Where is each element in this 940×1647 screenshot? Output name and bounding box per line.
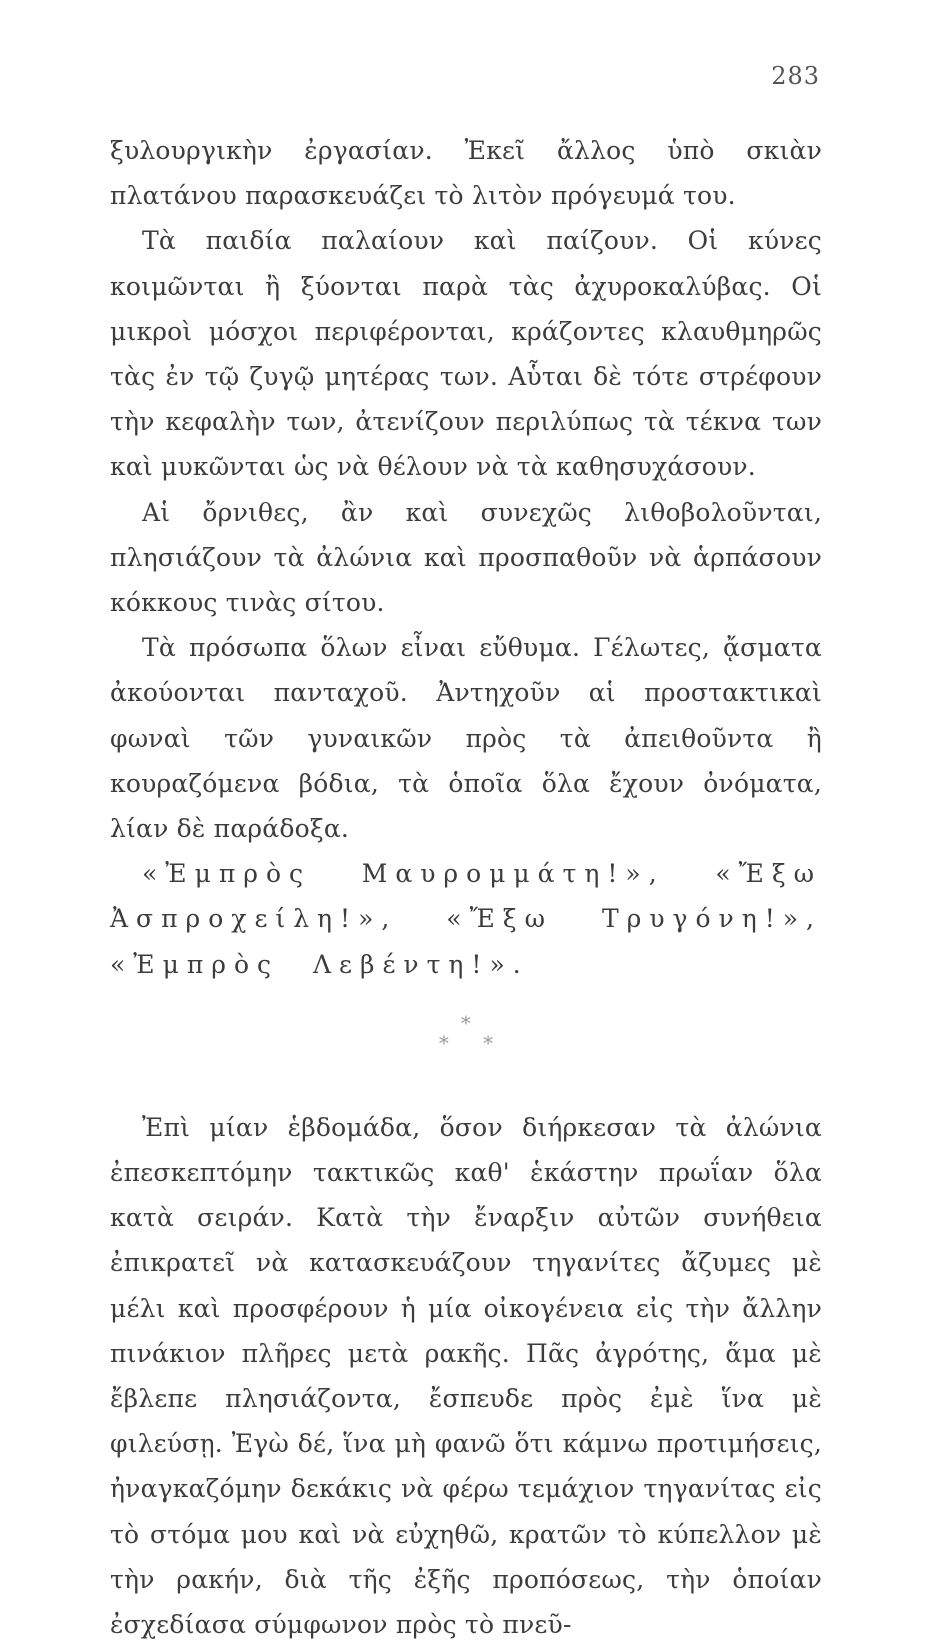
paragraph-6: Ἐπὶ μίαν ἑβδομάδα, ὅσον διήρκεσαν τὰ ἀλώνια ἐπεσκεπτόμην τακτικῶς καθ' ἑκάστην πρωΐαν ὅλα κατὰ σειράν. Κατὰ τὴν ἔναρξιν αὐτῶν συνήθεια ἐπικρατεῖ νὰ κατασκευάζουν τηγανίτες ἄζυμες μὲ μέλι καὶ προσφέρουν ἡ μία οἰκογένεια εἰς τὴν ἄλλην πινάκιον πλῆρες μετὰ ρακῆς. Πᾶς ἀγρότης, ἅμα μὲ ἔβλεπε πλησιάζοντα, ἔσπευδε πρὸς ἐμὲ ἵνα μὲ φιλεύσῃ. Ἐγὼ δέ, ἵνα μὴ φανῶ ὅτι κάμνω προτιμήσεις, ἠναγκαζόμην δεκάκις νὰ φέρω τεμάχιον τηγανίτας εἰς τὸ στόμα μου καὶ νὰ εὐχηθῶ, κρατῶν τὸ κύπελλον μὲ τὴν ρακήν, διὰ τῆς ἐξῆς προπόσεως, τὴν ὁποίαν ἐσχεδίασα σύμφωνον πρὸς τὸ πνεῦ-: [110, 1112, 822, 1640]
paragraph-3: Αἱ ὄρνιθες, ἂν καὶ συνεχῶς λιθοβολοῦνται, πλησιάζουν τὰ ἀλώνια καὶ προσπαθοῦν νὰ ἁρπάσουν κόκκους τινὰς σίτου.: [110, 497, 822, 618]
paragraph-4: Τὰ πρόσωπα ὅλων εἶναι εὔθυμα. Γέλωτες, ᾄσματα ἀκούονται πανταχοῦ. Ἀντηχοῦν αἱ προστακτικαὶ φωναὶ τῶν γυναικῶν πρὸς τὰ ἀπειθοῦντα ἢ κουραζόμενα βόδια, τὰ ὁποῖα ὅλα ἔχουν ὀνόματα, λίαν δὲ παράδοξα.: [110, 633, 822, 844]
paragraph-5-names: «Ἐμπρὸς Μαυρομμάτη!», «Ἔξω Ἀσπροχείλη!», «Ἔξω Τρυγόνη!», «Ἐμπρὸς Λεβέντη!».: [110, 859, 822, 979]
separator-asterisk-top: *: [460, 1010, 472, 1035]
section-separator: [110, 987, 822, 1105]
body-text: [110, 128, 822, 1647]
paragraph-1: ξυλουργικὴν ἐργασίαν. Ἐκεῖ ἄλλος ὑπὸ σκιὰν πλατάνου παρασκευάζει τὸ λιτὸν πρόγευμά του.: [110, 136, 822, 211]
page-number: 283: [771, 62, 820, 90]
separator-asterisks-bottom: * *: [438, 1030, 508, 1055]
paragraph-2: Τὰ παιδία παλαίουν καὶ παίζουν. Οἱ κύνες κοιμῶνται ἢ ξύονται παρὰ τὰς ἀχυροκαλύβας. Οἱ μικροὶ μόσχοι περιφέρονται, κράζοντες κλαυθμηρῶς τὰς ἐν τῷ ζυγῷ μητέρας των. Αὗται δὲ τότε στρέφουν τὴν κεφαλὴν των, ἀτενίζουν περιλύπως τὰ τέκνα των καὶ μυκῶνται ὡς νὰ θέλουν νὰ τὰ καθησυχάσουν.: [110, 226, 822, 482]
